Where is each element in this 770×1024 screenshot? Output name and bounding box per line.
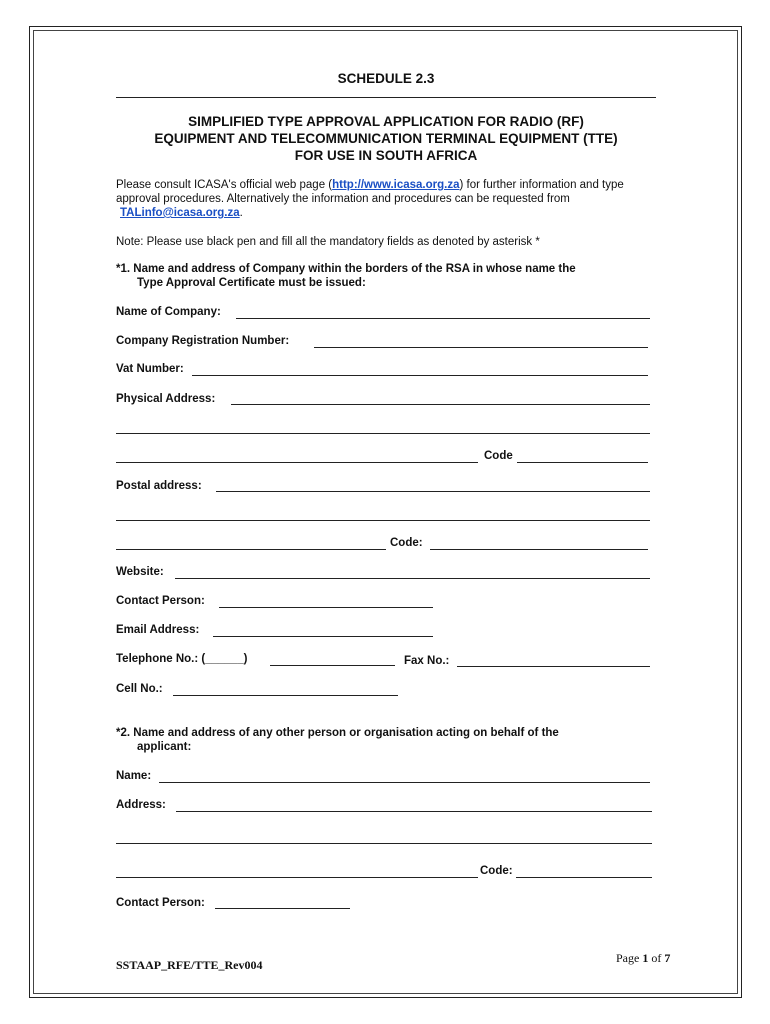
physical-address-field-3[interactable] [116,462,478,463]
postal-address-field-2[interactable] [116,520,650,521]
postal-code-field[interactable] [430,549,648,550]
postal-address-field-3[interactable] [116,549,386,550]
agent-address-field-3[interactable] [116,877,478,878]
physical-code-label: Code [484,450,513,462]
postal-address-label: Postal address: [116,480,202,492]
contact-person-field[interactable] [219,607,433,608]
company-name-field[interactable] [236,318,650,319]
vat-number-label: Vat Number: [116,363,184,375]
website-label: Website: [116,566,164,578]
company-name-label: Name of Company: [116,306,221,318]
vat-number-field[interactable] [192,375,648,376]
agent-code-label: Code: [480,865,513,877]
cell-label: Cell No.: [116,683,163,695]
section-1-line-1: *1. Name and address of Company within the borders of the RSA in whose name the [116,263,576,275]
agent-name-field[interactable] [159,782,650,783]
section-2-heading [116,726,656,754]
icasa-web-link[interactable]: http://www.icasa.org.za [332,179,460,191]
physical-code-field[interactable] [517,462,648,463]
fax-field[interactable] [457,666,650,667]
contact-person-label: Contact Person: [116,595,205,607]
agent-address-label: Address: [116,799,166,811]
instruction-note: Note: Please use black pen and fill all the mandatory fields as denoted by asterisk * [116,236,540,248]
agent-name-label: Name: [116,770,152,782]
heading-rule [116,97,656,98]
intro-text-1: Please consult ICASA's official web page ( [116,179,333,191]
section-2-line-1: *2. Name and address of any other person or organisation acting on behalf of the [116,727,559,739]
fax-label: Fax No.: [404,655,450,667]
registration-number-label: Company Registration Number: [116,335,290,347]
intro-text-2: ) for further information and type approval procedures. Alternatively the information and procedures can be requested from [116,179,624,205]
page-word: Page [616,951,640,965]
section-1-heading [116,262,656,290]
physical-address-field-1[interactable] [231,404,650,405]
telephone-label: Telephone No.: (______) [116,653,248,665]
physical-address-label: Physical Address: [116,393,216,405]
page-of-word: of [651,951,662,965]
page-total: 7 [664,951,671,965]
form-title [116,113,656,164]
title-line-3: FOR USE IN SOUTH AFRICA [294,148,478,163]
agent-address-field-2[interactable] [116,843,652,844]
intro-paragraph [116,178,656,220]
page-border-inner [33,30,738,994]
email-address-field[interactable] [213,636,433,637]
agent-contact-field[interactable] [215,908,350,909]
email-link[interactable]: TALinfo@icasa.org.za [120,207,240,219]
title-line-2: EQUIPMENT AND TELECOMMUNICATION TERMINAL EQUIPMENT (TTE) [154,131,618,146]
telephone-field[interactable] [270,665,395,666]
physical-address-field-2[interactable] [116,433,650,434]
title-line-1: SIMPLIFIED TYPE APPROVAL APPLICATION FOR RADIO (RF) [188,114,584,129]
registration-number-field[interactable] [314,347,648,348]
postal-code-label: Code: [390,537,423,549]
cell-field[interactable] [173,695,398,696]
agent-address-field-1[interactable] [176,811,652,812]
document-id: SSTAAP_RFE/TTE_Rev004 [116,958,263,972]
page-number [616,951,670,966]
website-field[interactable] [175,578,650,579]
page-current: 1 [642,951,649,965]
agent-code-field[interactable] [516,877,652,878]
postal-address-field-1[interactable] [216,491,650,492]
intro-text-3: . [239,207,243,219]
email-address-label: Email Address: [116,624,200,636]
schedule-heading: SCHEDULE 2.3 [337,71,435,86]
section-2-line-2: applicant: [137,741,192,753]
section-1-line-2: Type Approval Certificate must be issued: [137,277,366,289]
agent-contact-label: Contact Person: [116,897,205,909]
